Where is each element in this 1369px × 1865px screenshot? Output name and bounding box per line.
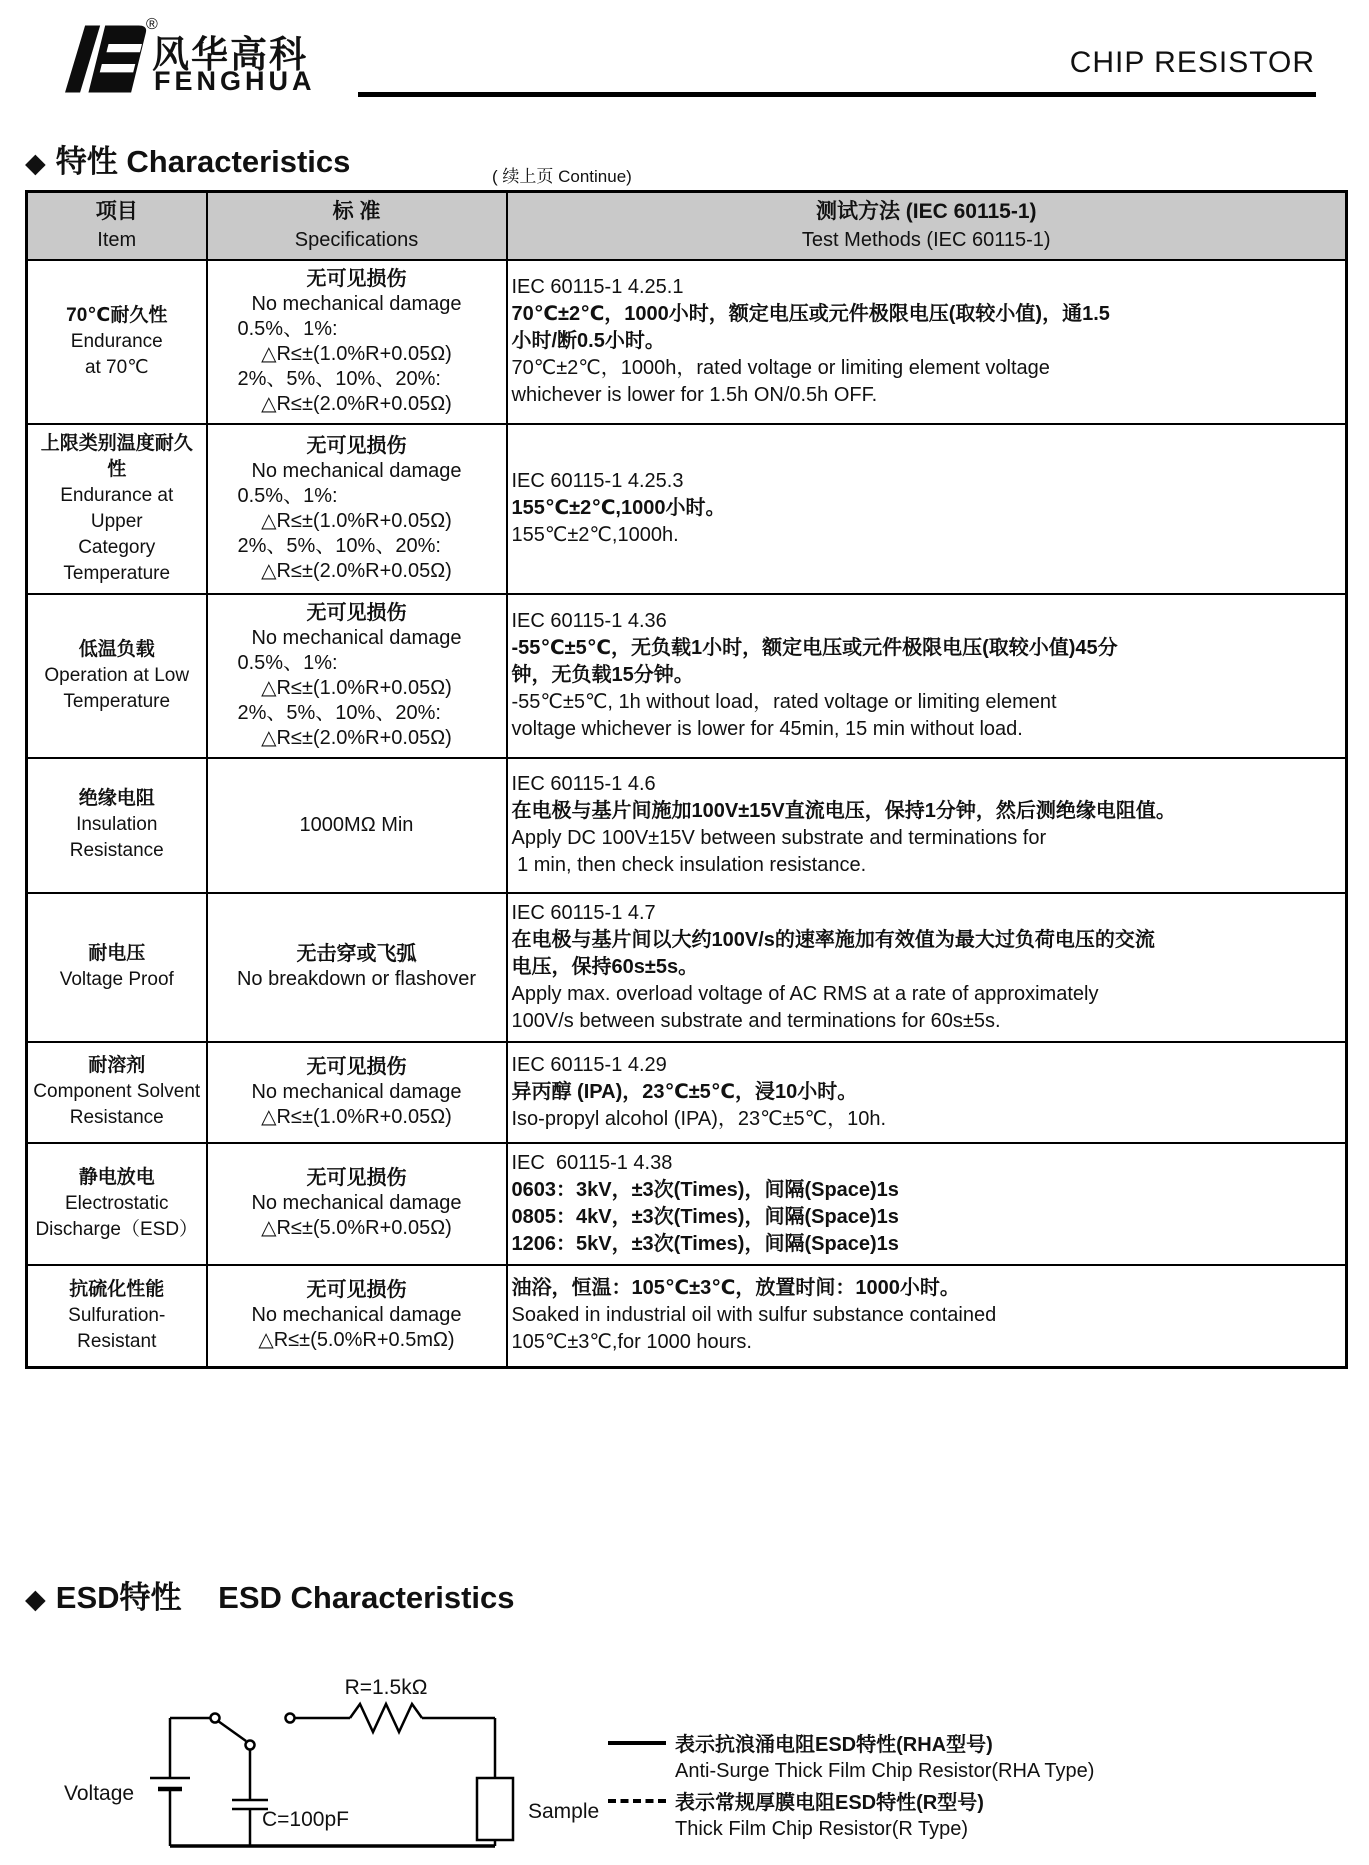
characteristics-title-cn: 特性 xyxy=(55,144,118,179)
spec-cell: 无击穿或飞弧 No breakdown or flashover xyxy=(207,893,507,1042)
resistor-label: R=1.5kΩ xyxy=(344,1676,428,1699)
brand-name-cn: 风华高科 xyxy=(152,34,308,75)
table-row xyxy=(27,424,1347,594)
item-cell: 静电放电 Electrostatic Discharge（ESD） xyxy=(27,1143,207,1265)
legend-item-r-cn: 表示常规厚膜电阻ESD特性(R型号) xyxy=(608,1786,1094,1815)
item-cell: 耐溶剂 Component Solvent Resistance xyxy=(27,1042,207,1143)
method-cell: IEC 60115-1 4.36 -55℃±5℃，无负载1小时，额定电压或元件极限电压(取较小值)45分 钟，无负载15分钟。 -55℃±5℃, 1h without load，rated voltage or limiting element voltage whichever is lower for 45min, 15 min without load. xyxy=(507,594,1347,758)
sample-box xyxy=(477,1778,513,1840)
voltage-label: Voltage xyxy=(64,1782,135,1805)
legend-item-r-en: Thick Film Chip Resistor(R Type) xyxy=(675,1818,969,1840)
table-row xyxy=(27,1143,1347,1265)
table-row xyxy=(27,758,1347,893)
spec-cell: 1000MΩ Min xyxy=(207,758,507,893)
legend-item-rha-cn: 表示抗浪涌电阻ESD特性(RHA型号) xyxy=(608,1728,1094,1757)
legend-solid-line-marker xyxy=(608,1741,666,1745)
switch-icon xyxy=(211,1714,295,1750)
method-cell: IEC 60115-1 4.7 在电极与基片间以大约100V/s的速率施加有效值为最大过负荷电压的交流 电压，保持60s±5s。 Apply max. overload voltage of AC RMS at a rate of approximately 100V/s between substrate and terminations for 60s±5s. xyxy=(507,893,1347,1042)
characteristics-table xyxy=(25,190,1348,1369)
esd-legend xyxy=(608,1728,1094,1844)
method-cell: IEC 60115-1 4.6 在电极与基片间施加100V±15V直流电压，保持1分钟，然后测绝缘电阻值。 Apply DC 100V±15V between substrate and terminations for 1 min, then check insulation resistance. xyxy=(507,758,1347,893)
continue-note: ( 续上页 Continue) xyxy=(492,167,632,186)
esd-section-title xyxy=(25,1572,515,1617)
characteristics-table-body xyxy=(27,260,1347,1368)
fenghua-logo-icon xyxy=(55,20,147,98)
characteristics-title-en: Characteristics xyxy=(126,144,351,179)
header-rule xyxy=(358,92,1316,97)
table-header-row xyxy=(27,192,1347,260)
spec-cell: 无可见损伤 No mechanical damage △R≤±(1.0%R+0.05Ω) xyxy=(207,1042,507,1143)
spec-cell: 无可见损伤 No mechanical damage 0.5%、1%: △R≤±(1.0%R+0.05Ω) 2%、5%、10%、20%: △R≤±(2.0%R+0.05Ω) xyxy=(207,260,507,424)
item-cell: 上限类别温度耐久性 Endurance at Upper Category Temperature xyxy=(27,424,207,594)
spec-cell: 无可见损伤 No mechanical damage 0.5%、1%: △R≤±(1.0%R+0.05Ω) 2%、5%、10%、20%: △R≤±(2.0%R+0.05Ω) xyxy=(207,594,507,758)
method-cell: IEC 60115-1 4.25.1 70℃±2℃，1000小时，额定电压或元件极限电压(取较小值)，通1.5 小时/断0.5小时。 70℃±2℃，1000h，rated voltage or limiting element voltage whichever is lower for 1.5h ON/0.5h OFF. xyxy=(507,260,1347,424)
method-cell: 油浴，恒温：105℃±3℃，放置时间：1000小时。 Soaked in industrial oil with sulfur substance contained 105℃±3℃,for 1000 hours. xyxy=(507,1265,1347,1368)
spec-cell: 无可见损伤 No mechanical damage 0.5%、1%: △R≤±(1.0%R+0.05Ω) 2%、5%、10%、20%: △R≤±(2.0%R+0.05Ω) xyxy=(207,424,507,594)
legend-dashed-line-marker xyxy=(608,1799,666,1803)
spec-cell: 无可见损伤 No mechanical damage △R≤±(5.0%R+0.5mΩ) xyxy=(207,1265,507,1368)
battery-icon xyxy=(150,1778,190,1789)
esd-circuit-diagram xyxy=(50,1628,610,1863)
table-row xyxy=(27,893,1347,1042)
method-cell: IEC 60115-1 4.29 异丙醇 (IPA)，23℃±5℃，浸10小时。 Iso-propyl alcohol (IPA)，23℃±5℃，10h. xyxy=(507,1042,1347,1143)
item-cell: 70℃耐久性 Endurance at 70℃ xyxy=(27,260,207,424)
header-specifications: 标 准 Specifications xyxy=(207,192,507,260)
diamond-icon: ◆ xyxy=(25,1584,46,1614)
table-row xyxy=(27,1042,1347,1143)
item-cell: 耐电压 Voltage Proof xyxy=(27,893,207,1042)
header-test-methods: 测试方法 (IEC 60115-1) Test Methods (IEC 60115-1) xyxy=(507,192,1347,260)
esd-title-en: ESD Characteristics xyxy=(218,1580,515,1615)
table-row xyxy=(27,260,1347,424)
item-cell: 低温负载 Operation at Low Temperature xyxy=(27,594,207,758)
method-cell: IEC 60115-1 4.25.3 155℃±2℃,1000小时。 155℃±2℃,1000h. xyxy=(507,424,1347,594)
spec-cell: 无可见损伤 No mechanical damage △R≤±(5.0%R+0.05Ω) xyxy=(207,1143,507,1265)
method-cell: IEC 60115-1 4.38 0603：3kV，±3次(Times)，间隔(Space)1s 0805：4kV，±3次(Times)，间隔(Space)1s 1206：5kV，±3次(Times)，间隔(Space)1s xyxy=(507,1143,1347,1265)
header-item: 项目 Item xyxy=(27,192,207,260)
item-cell: 抗硫化性能 Sulfuration- Resistant xyxy=(27,1265,207,1368)
table-row xyxy=(27,594,1347,758)
item-cell: 绝缘电阻 Insulation Resistance xyxy=(27,758,207,893)
diamond-icon: ◆ xyxy=(25,148,46,178)
doc-title: CHIP RESISTOR xyxy=(1069,46,1315,79)
legend-item-rha-en: Anti-Surge Thick Film Chip Resistor(RHA Type) xyxy=(675,1760,1095,1782)
esd-title-cn: ESD特性 xyxy=(55,1580,182,1615)
registered-trademark: ® xyxy=(146,16,158,33)
table-row xyxy=(27,1265,1347,1368)
brand-name-en: FENGHUA xyxy=(154,66,316,96)
resistor-icon xyxy=(350,1704,422,1732)
sample-label: Sample xyxy=(528,1800,600,1823)
characteristics-section-title xyxy=(25,136,350,181)
capacitor-label: C=100pF xyxy=(262,1808,349,1831)
